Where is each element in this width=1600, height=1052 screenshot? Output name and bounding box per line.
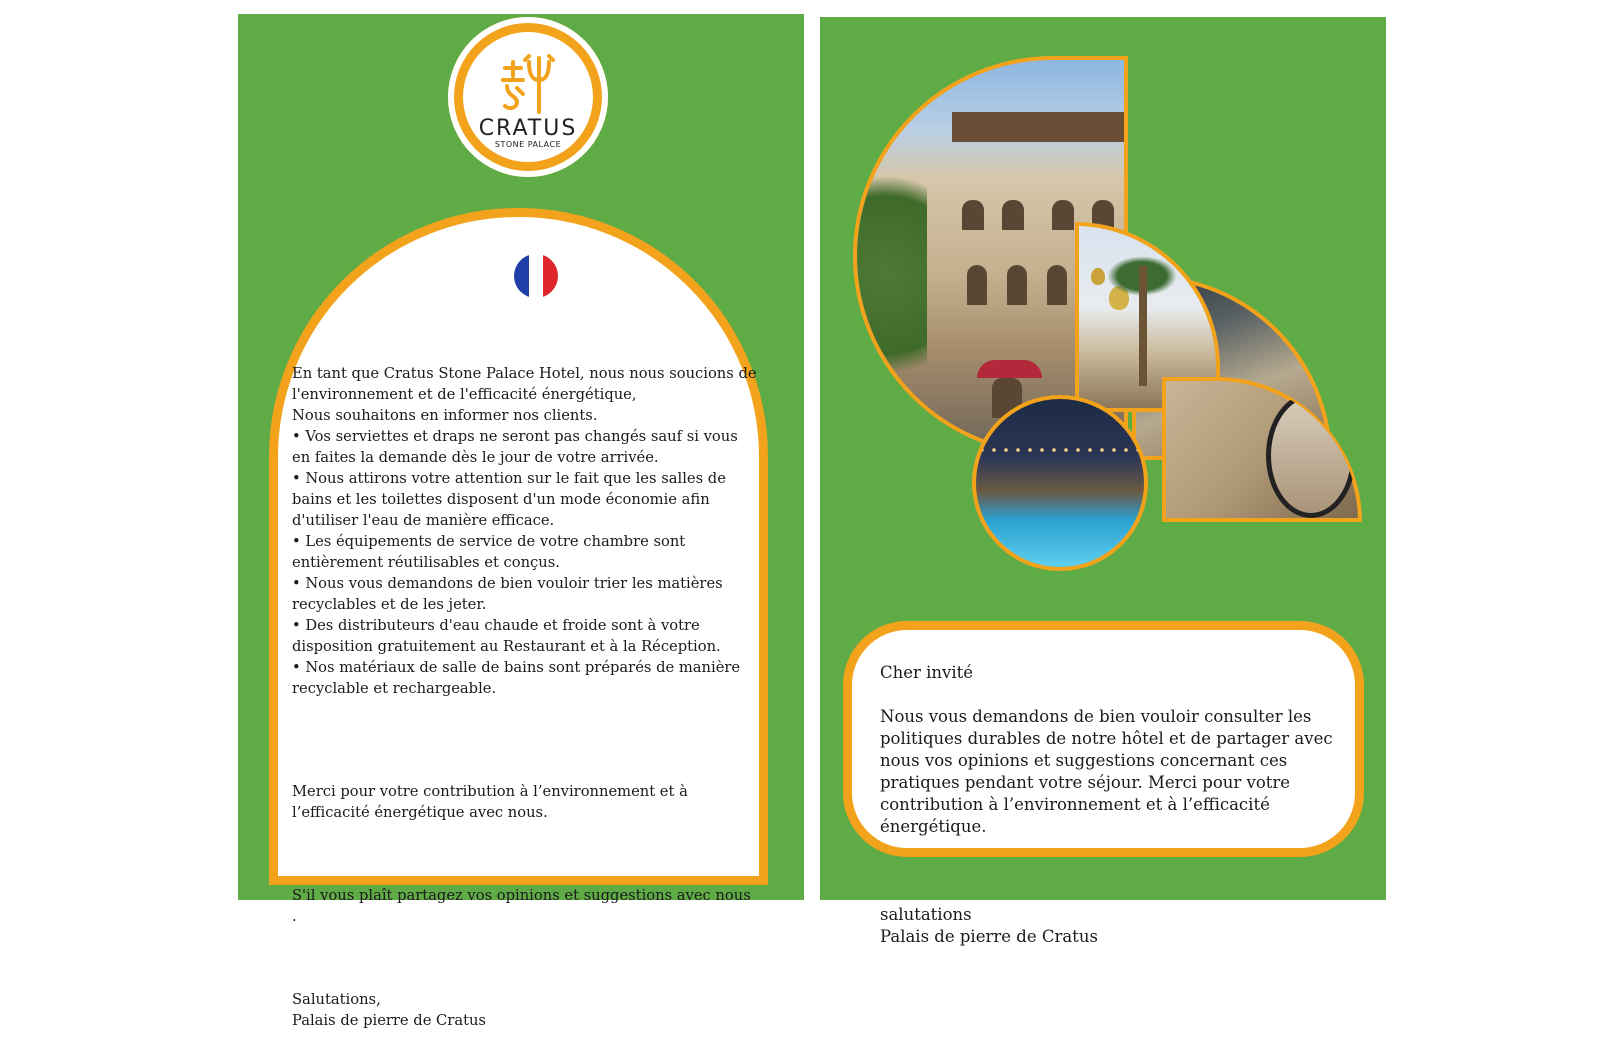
- guest-text: [880, 640, 1345, 970]
- logo-subtitle: STONE PALACE: [494, 139, 562, 149]
- guest-signature: salutations Palais de pierre de Cratus: [880, 905, 1098, 946]
- cratus-logo: [448, 17, 608, 177]
- guest-message-card: [843, 621, 1364, 946]
- logo-name: CRATUS: [478, 115, 578, 141]
- trident-logo-icon: [493, 54, 563, 116]
- guest-message-body: Nous vous demandons de bien vouloir consulter les politiques durables de notre hôtel et de partager avec nous vos opinions et suggestions concernant ces pratiques pendant votre séjour. Merci pour votre contribution à l’environnement et à l’efficacité énergétique.: [880, 707, 1333, 836]
- pool-night-photo: [972, 395, 1148, 571]
- hotel-room-photo: [1162, 377, 1362, 522]
- share-paragraph: S'il vous plaît partagez vos opinions et suggestions avec nous .: [292, 887, 751, 925]
- signature-paragraph: Salutations, Palais de pierre de Cratus: [292, 991, 486, 1029]
- right-panel: [820, 17, 1386, 946]
- left-panel: [238, 14, 804, 1029]
- greeting: Cher invité: [880, 663, 974, 682]
- policy-list-paragraph: En tant que Cratus Stone Palace Hotel, nous nous soucions de l'environnement et de l'efficacité énergétique, Nous souhaitons en informer nos clients. • Vos serviettes et draps ne seront pas changés sauf si vous en faites la demande dès le jour de votre arrivée. • Nous attirons votre attention sur le fait que les salles de bains et les toilettes disposent d'un mode économie afin d'utiliser l'eau de manière efficace. • Les équipements de service de votre chambre sont entièrement réutilisables et conçus. • Nous vous demandons de bien vouloir trier les matières recyclables et de les jeter. • Des distributeurs d'eau chaude et froide sont à votre disposition gratuitement au Restaurant et à la Réception. • Nos matériaux de salle de bains sont préparés de manière recyclable et rechargeable.: [292, 365, 757, 697]
- info-text: [292, 342, 758, 1052]
- france-flag-icon: [514, 254, 558, 298]
- thanks-paragraph: Merci pour votre contribution à l’environnement et à l’efficacité énergétique avec nous.: [292, 783, 688, 821]
- sustainability-info-card: [269, 208, 768, 1029]
